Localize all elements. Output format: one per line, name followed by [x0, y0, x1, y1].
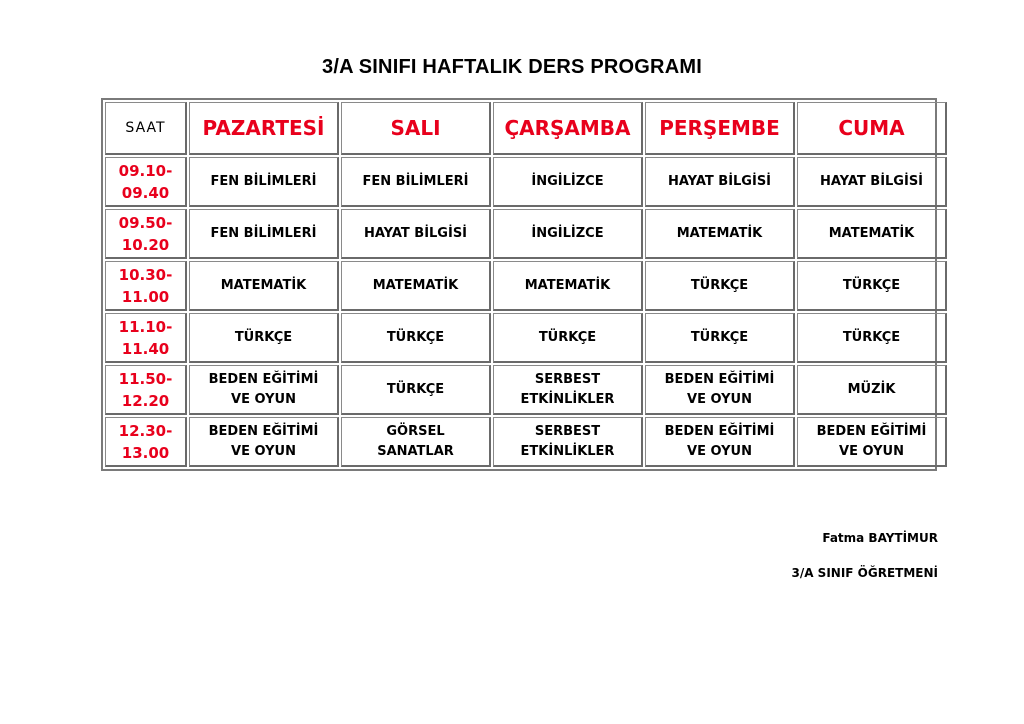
time-slot-line: 10.30-	[118, 265, 173, 284]
lesson-cell-wednesday	[493, 157, 643, 207]
lesson-name: TÜRKÇE	[690, 277, 749, 293]
lesson-name: TÜRKÇE	[842, 329, 901, 345]
time-slot	[105, 209, 187, 259]
lesson-cell-friday	[797, 261, 947, 311]
lesson-name: SERBEST	[534, 423, 601, 439]
time-slot-line: 11.40	[121, 339, 170, 358]
day-header-friday: CUMA	[797, 102, 947, 155]
time-slot-line: 11.10-	[118, 317, 173, 336]
lesson-name: ETKİNLİKLER	[520, 391, 615, 407]
teacher-name: Fatma BAYTİMUR	[822, 531, 938, 545]
lesson-name: HAYAT BİLGİSİ	[819, 173, 924, 189]
lesson-cell-thursday	[645, 261, 795, 311]
lesson-name: VE OYUN	[687, 443, 752, 459]
lesson-cell-friday	[797, 209, 947, 259]
day-header-tuesday: SALI	[341, 102, 491, 155]
lesson-cell-friday	[797, 417, 947, 467]
saat-header: SAAT	[105, 102, 187, 155]
lesson-name: BEDEN EĞİTİMİ	[816, 423, 927, 439]
lesson-cell-wednesday	[493, 365, 643, 415]
lesson-cell-wednesday	[493, 417, 643, 467]
table-row	[105, 365, 947, 415]
lesson-name: TÜRKÇE	[234, 329, 293, 345]
lesson-cell-monday	[189, 157, 339, 207]
time-slot	[105, 417, 187, 467]
time-slot	[105, 365, 187, 415]
lesson-cell-friday	[797, 365, 947, 415]
lesson-name: FEN BİLİMLERİ	[210, 173, 317, 189]
lesson-cell-monday	[189, 417, 339, 467]
lesson-name: İNGİLİZCE	[531, 225, 604, 241]
time-slot-line: 12.30-	[118, 421, 173, 440]
lesson-name: İNGİLİZCE	[531, 173, 604, 189]
lesson-name: HAYAT BİLGİSİ	[363, 225, 468, 241]
lesson-name: MATEMATİK	[372, 277, 459, 293]
table-row	[105, 261, 947, 311]
lesson-name: BEDEN EĞİTİMİ	[664, 423, 775, 439]
lesson-cell-thursday	[645, 313, 795, 363]
table-row	[105, 209, 947, 259]
lesson-name: SANATLAR	[377, 443, 454, 459]
time-slot	[105, 157, 187, 207]
table-row	[105, 417, 947, 467]
teacher-role: 3/A SINIF ÖĞRETMENİ	[791, 566, 938, 580]
time-slot	[105, 313, 187, 363]
lesson-name: ETKİNLİKLER	[520, 443, 615, 459]
lesson-cell-thursday	[645, 417, 795, 467]
lesson-name: MATEMATİK	[524, 277, 611, 293]
lesson-name: FEN BİLİMLERİ	[362, 173, 469, 189]
time-slot	[105, 261, 187, 311]
lesson-cell-tuesday	[341, 209, 491, 259]
lesson-cell-monday	[189, 313, 339, 363]
lesson-name: MATEMATİK	[676, 225, 763, 241]
lesson-name: HAYAT BİLGİSİ	[667, 173, 772, 189]
lesson-name: BEDEN EĞİTİMİ	[664, 371, 775, 387]
page-title: 3/A SINIFI HAFTALIK DERS PROGRAMI	[322, 56, 702, 78]
time-slot-line: 11.00	[121, 287, 170, 306]
lesson-cell-monday	[189, 365, 339, 415]
lesson-cell-thursday	[645, 157, 795, 207]
lesson-cell-wednesday	[493, 209, 643, 259]
lesson-cell-tuesday	[341, 157, 491, 207]
lesson-name: MÜZİK	[847, 381, 896, 397]
lesson-name: TÜRKÇE	[386, 381, 445, 397]
lesson-name: VE OYUN	[839, 443, 904, 459]
time-slot-line: 11.50-	[118, 369, 173, 388]
lesson-name: MATEMATİK	[828, 225, 915, 241]
lesson-name: TÜRKÇE	[690, 329, 749, 345]
lesson-cell-wednesday	[493, 261, 643, 311]
lesson-name: TÜRKÇE	[386, 329, 445, 345]
time-slot-line: 10.20	[121, 235, 170, 254]
lesson-cell-monday	[189, 209, 339, 259]
lesson-name: GÖRSEL	[386, 423, 445, 439]
lesson-cell-thursday	[645, 365, 795, 415]
lesson-name: VE OYUN	[231, 391, 296, 407]
day-header-wednesday: ÇARŞAMBA	[493, 102, 643, 155]
time-slot-line: 09.50-	[118, 213, 173, 232]
time-slot-line: 12.20	[121, 391, 170, 410]
lesson-cell-tuesday	[341, 417, 491, 467]
lesson-name: SERBEST	[534, 371, 601, 387]
lesson-cell-tuesday	[341, 313, 491, 363]
lesson-name: TÜRKÇE	[538, 329, 597, 345]
lesson-name: FEN BİLİMLERİ	[210, 225, 317, 241]
table-row	[105, 313, 947, 363]
lesson-cell-thursday	[645, 209, 795, 259]
lesson-cell-wednesday	[493, 313, 643, 363]
lesson-name: MATEMATİK	[220, 277, 307, 293]
time-slot-line: 13.00	[121, 443, 170, 462]
lesson-cell-monday	[189, 261, 339, 311]
lesson-cell-tuesday	[341, 261, 491, 311]
time-slot-line: 09.40	[121, 183, 170, 202]
schedule-table	[101, 98, 937, 471]
schedule-grid	[103, 100, 949, 469]
day-header-monday: PAZARTESİ	[189, 102, 339, 155]
lesson-cell-friday	[797, 157, 947, 207]
time-slot-line: 09.10-	[118, 161, 173, 180]
table-row	[105, 157, 947, 207]
header-row	[105, 102, 947, 155]
lesson-name: BEDEN EĞİTİMİ	[208, 371, 319, 387]
lesson-cell-tuesday	[341, 365, 491, 415]
lesson-cell-friday	[797, 313, 947, 363]
lesson-name: TÜRKÇE	[842, 277, 901, 293]
day-header-thursday: PERŞEMBE	[645, 102, 795, 155]
lesson-name: VE OYUN	[231, 443, 296, 459]
lesson-name: VE OYUN	[687, 391, 752, 407]
lesson-name: BEDEN EĞİTİMİ	[208, 423, 319, 439]
